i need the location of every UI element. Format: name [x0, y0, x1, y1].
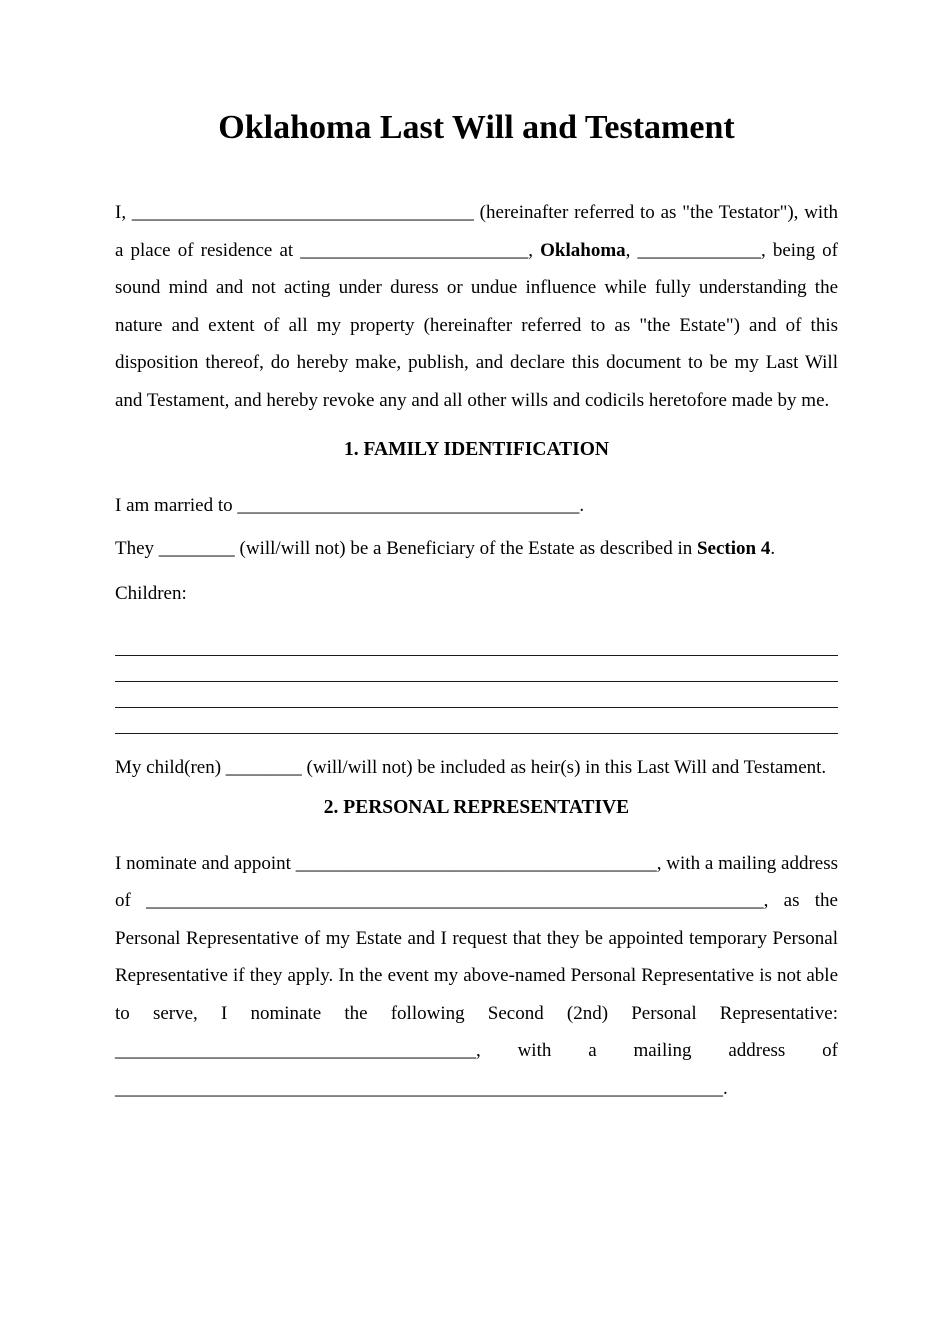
- document-title: Oklahoma Last Will and Testament: [218, 109, 735, 146]
- section-4-reference: Section 4: [696, 538, 771, 559]
- spouse-beneficiary-line: [115, 530, 838, 568]
- beneficiary-text-1: They ________ (will/will not) be a Beneficiary of the Estate as described in: [115, 538, 697, 559]
- children-heirs-note: My child(ren) ________ (will/will not) be included as heir(s) in this Last Will and Testament.: [115, 757, 827, 778]
- children-fill-lines: [115, 630, 838, 734]
- section-1-heading: 1. FAMILY IDENTIFICATION: [344, 439, 609, 460]
- intro-text-after-state: , _____________, being of sound mind and not acting under duress or undue influence while fully understanding the nature and extent of all my property (hereinafter referred to as "the Estate") and of this disposition thereof, do hereby make, publish, and declare this document to be my Last Will and Testament, and hereby revoke any and all other wills and codicils heretofore made by me.: [115, 239, 838, 411]
- children-label: Children:: [115, 582, 187, 604]
- children-fill-line-1: [115, 630, 838, 656]
- intro-paragraph: [115, 194, 838, 419]
- section-2-heading: 2. PERSONAL REPRESENTATIVE: [323, 797, 630, 818]
- state-name: Oklahoma: [540, 239, 626, 261]
- married-to-line: I am married to ____________________________________.: [115, 494, 585, 516]
- children-fill-line-3: [115, 682, 838, 708]
- children-fill-line-4: [115, 708, 838, 734]
- beneficiary-text-2: .: [770, 538, 776, 559]
- intro-text-before-state: I, ____________________________________ (hereinafter referred to as "the Testator"), with a place of residence at ________________________,: [115, 202, 838, 261]
- children-fill-line-2: [115, 656, 838, 682]
- personal-representative-paragraph: I nominate and appoint ______________________________________, with a mailing address of _________________________________________________________________, as the Personal Representative of my Estate and I request that they be appointed temporary Personal Representative if they apply. In the event my above-named Personal Representative is not able to serve, I nominate the following Second (2nd) Personal Representative: ______________________________________, with a mailing address of ________________________________________________________________.: [115, 852, 838, 1099]
